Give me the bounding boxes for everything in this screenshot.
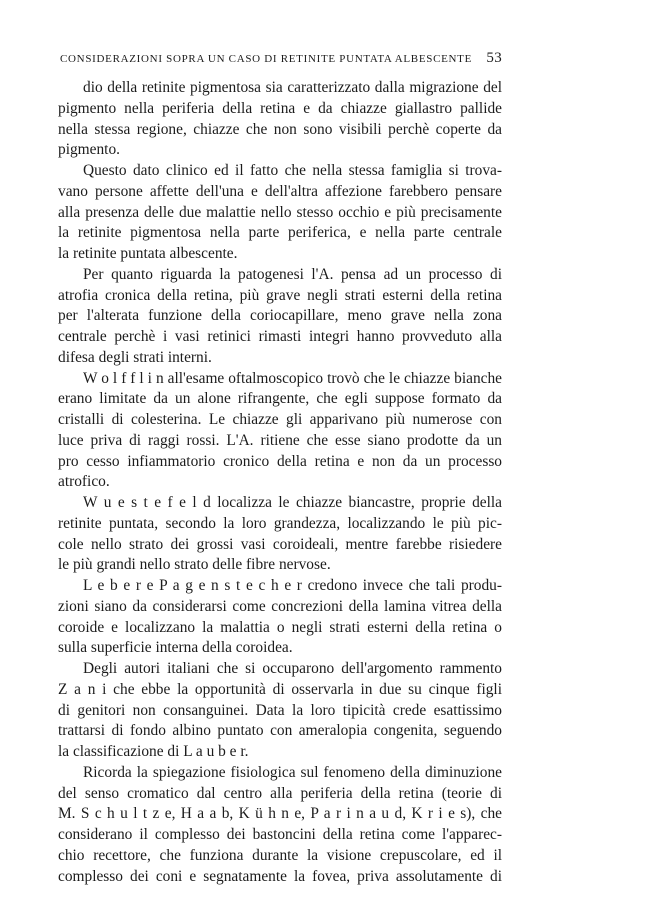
text-line: pigmento. xyxy=(58,141,120,159)
text-line: considerano il complesso dei bastoncini della retina come l'apparec- xyxy=(58,826,502,843)
paragraph xyxy=(58,659,502,763)
text-line: cristalli di colesterina. Le chiazze gli apparivano più numerose con xyxy=(58,411,502,428)
text-line: L e b e r e P a g e n s t e c h e r credono invece che tali produ- xyxy=(83,577,502,594)
text-line: centrale perchè i vasi retinici rimasti integri hanno provveduto alla xyxy=(58,328,502,345)
text-line: Z a n i che ebbe la opportunità di osservarla in due su cinque figli xyxy=(58,680,502,698)
body-text xyxy=(58,78,502,887)
text-line: cole nello strato dei grossi vasi coroideali, mentre farebbe risiedere xyxy=(58,535,502,553)
text-line: la retinite puntata albescente. xyxy=(58,245,238,262)
text-line: pro cesso infiammatorio cronico della retina e non da un processo xyxy=(58,452,502,470)
text-line: Degli autori italiani che si occuparono dell'argomento rammento xyxy=(83,660,502,677)
text-line: luce priva di raggi rossi. L'A. ritiene che esse siano prodotte da un xyxy=(58,431,502,449)
text-line: atrofia cronica della retina, più grave negli strati esterni della retina xyxy=(58,286,502,304)
paragraph xyxy=(58,369,502,494)
text-line: dio della retinite pigmentosa sia caratterizzato dalla migrazione del xyxy=(83,79,502,96)
text-line: sulla superficie interna della coroidea. xyxy=(58,639,293,657)
text-line: M. S c h u l t z e, H a a b, K ü h n e, P a r i n a u d, K r i e s), che xyxy=(58,805,502,823)
text-line: Per quanto riguarda la patogenesi l'A. pensa ad un processo di xyxy=(83,265,502,283)
text-line: erano limitate da un alone rifrangente, che egli suppose formato da xyxy=(58,390,502,408)
text-line: retinite puntata, secondo la loro grandezza, localizzando le più pic- xyxy=(58,514,502,532)
text-line: difesa degli strati interni. xyxy=(58,348,212,366)
text-line: pigmento nella periferia della retina e da chiazze giallastro pallide xyxy=(58,99,502,117)
text-line: vano persone affette dell'una e dell'altra affezione farebbero pensare xyxy=(58,182,502,200)
text-line: per l'alterata funzione della coriocapillare, meno grave nella zona xyxy=(58,307,502,325)
text-line: complesso dei coni e segnatamente la fovea, priva assolutamente di xyxy=(58,867,502,885)
running-head xyxy=(60,50,502,70)
paragraph xyxy=(58,78,502,161)
text-line: atrofico. xyxy=(58,473,110,491)
text-line: Questo dato clinico ed il fatto che nella stessa famiglia si trova- xyxy=(83,162,502,179)
paragraph xyxy=(58,265,502,369)
text-line: alla presenza delle due malattie nello stesso occhio e più precisamente xyxy=(58,203,502,221)
text-line: chio recettore, che funziona durante la visione crepuscolare, ed il xyxy=(58,846,502,864)
paragraph xyxy=(58,763,502,888)
text-line: le più grandi nello strato delle fibre nervose. xyxy=(58,556,331,574)
text-line: zioni siano da considerarsi come concrezioni della lamina vitrea della xyxy=(58,597,502,615)
text-line: W o l f f l i n all'esame oftalmoscopico trovò che le chiazze bianche xyxy=(83,369,502,387)
text-line: del senso cromatico dal centro alla periferia della retina (teorie di xyxy=(58,784,502,802)
text-line: trattarsi di fondo albino puntato con ameralopia congenita, seguendo xyxy=(58,722,502,740)
text-line: W u e s t e f e l d localizza le chiazze biancastre, proprie della xyxy=(83,494,502,511)
text-line: la classificazione di L a u b e r. xyxy=(58,743,249,760)
text-line: di genitori non consanguinei. Data la loro tipicità crede esattissimo xyxy=(58,701,502,719)
text-line: coroide e localizzano la malattia o negli strati esterni della retina o xyxy=(58,618,502,636)
page-number: 53 xyxy=(486,50,502,66)
text-line: nella stessa regione, chiazze che non sono visibili perchè coperte da xyxy=(58,120,502,138)
running-title: CONSIDERAZIONI SOPRA UN CASO DI RETINITE PUNTATA ALBESCENTE xyxy=(60,53,473,65)
text-line: Ricorda la spiegazione fisiologica sul fenomeno della diminuzione xyxy=(83,763,502,781)
text-line: la retinite pigmentosa nella parte periferica, e nella parte centrale xyxy=(58,224,502,242)
paragraph xyxy=(58,493,502,576)
paragraph xyxy=(58,161,502,265)
paragraph xyxy=(58,576,502,659)
